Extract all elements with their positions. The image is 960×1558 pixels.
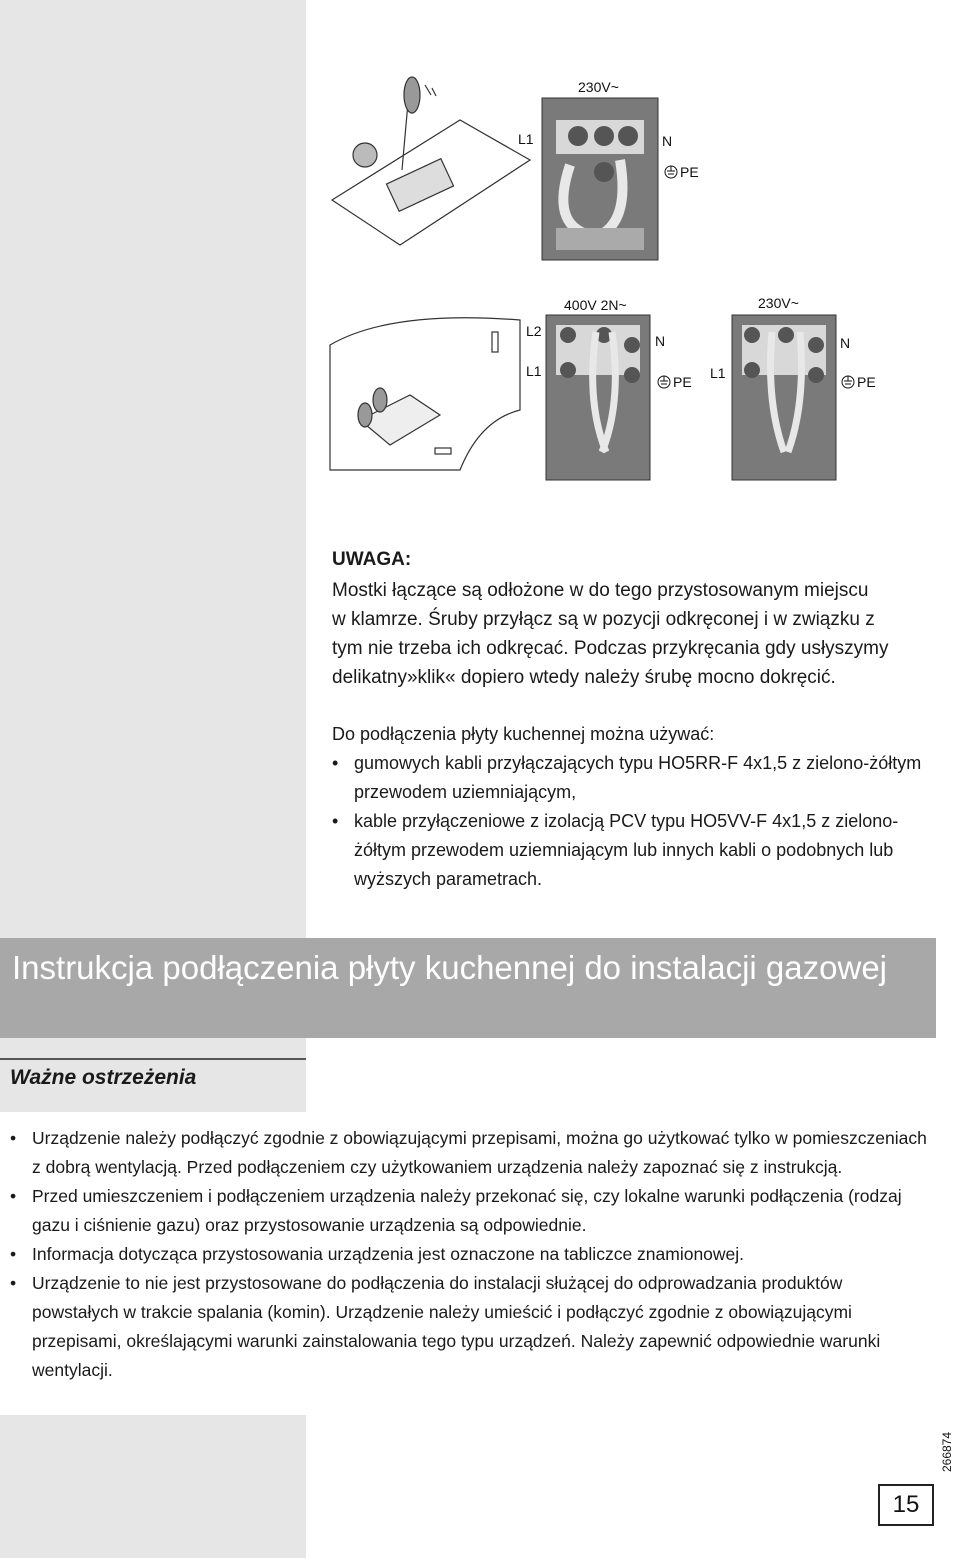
footer-left-gray bbox=[0, 1415, 306, 1558]
list-item: • Urządzenie to nie jest przystosowane do podłączenia do instalacji służącej do odprowadzania produktów powstałych w trakcie spalania (komin). Urządzenie należy umieścić i podłączyć zgodnie z obowiązującymi przepisami, określającymi warunki zainstalowania tego typu urządzeń. Należy zapewnić odpowiednie warunki wentylacji. bbox=[10, 1269, 930, 1385]
list-item: • Informacja dotycząca przystosowania urządzenia jest oznaczone na tabliczce znamionowej. bbox=[10, 1240, 930, 1269]
label-230v-voltage: 230V~ bbox=[758, 295, 799, 311]
note-line: tym nie trzeba ich odkręcać. Podczas przykręcania gdy usłyszymy bbox=[332, 638, 889, 659]
warnings-list bbox=[10, 1124, 930, 1385]
list-item: • Przed umieszczeniem i podłączeniem urządzenia należy przekonać się, czy lokalne warunki podłączenia (rodzaj gazu i ciśnienie gazu) oraz przystosowanie urządzenia są odpowiednie. bbox=[10, 1182, 930, 1240]
cables-intro: Do podłączenia płyty kuchennej można używać: bbox=[332, 724, 715, 744]
divider bbox=[0, 1058, 306, 1060]
note-title: UWAGA: bbox=[332, 549, 412, 570]
note-line: w klamrze. Śruby przyłącz są w pozycji odkręconej i w związku z bbox=[332, 609, 875, 630]
label-400v-l2: L2 bbox=[526, 323, 542, 339]
label-230v-n: N bbox=[840, 335, 851, 351]
cables-list bbox=[332, 749, 932, 894]
terminal-block-230v-top bbox=[542, 98, 658, 260]
ground-icon-top bbox=[665, 166, 677, 178]
ground-icon-230v bbox=[842, 376, 854, 388]
label-top-n: N bbox=[662, 133, 673, 149]
terminal-block-400v bbox=[546, 315, 650, 480]
terminal-block-230v-bottom bbox=[732, 315, 836, 480]
section-banner bbox=[0, 938, 936, 1038]
page-number: 15 bbox=[878, 1484, 934, 1526]
wiring-diagrams bbox=[320, 70, 940, 490]
cables-block bbox=[332, 720, 932, 894]
label-top-voltage: 230V~ bbox=[578, 79, 619, 95]
label-230v-l1: L1 bbox=[710, 365, 726, 381]
section-title: Instrukcja podłączenia płyty kuchennej do instalacji gazowej bbox=[12, 949, 887, 986]
label-400v-l1: L1 bbox=[526, 363, 542, 379]
label-400v-voltage: 400V 2N~ bbox=[564, 297, 627, 313]
warnings-title: Ważne ostrzeżenia bbox=[10, 1066, 197, 1089]
label-400v-n: N bbox=[655, 333, 666, 349]
label-top-l1: L1 bbox=[518, 131, 534, 147]
cooktop-sketch bbox=[330, 318, 520, 470]
note-line: Mostki łączące są odłożone w do tego przystosowanym miejscu bbox=[332, 580, 869, 601]
screwdriver-sketch-top bbox=[332, 77, 530, 245]
label-230v-pe: PE bbox=[857, 374, 876, 390]
list-item: • Urządzenie należy podłączyć zgodnie z obowiązującymi przepisami, można go użytkować tylko w pomieszczeniach z dobrą wentylacją. Przed podłączeniem czy użytkowaniem urządzenia należy zapoznać się z instrukcją. bbox=[10, 1124, 930, 1182]
note-block bbox=[332, 545, 932, 692]
note-line: delikatny»klik« dopiero wtedy należy śrubę mocno dokręcić. bbox=[332, 667, 836, 688]
document-code-text: 266874 bbox=[940, 1431, 954, 1473]
document-code bbox=[938, 1422, 956, 1482]
ground-icon-400v bbox=[658, 376, 670, 388]
label-top-pe: PE bbox=[680, 164, 699, 180]
list-item: • kable przyłączeniowe z izolacją PCV typu HO5VV-F 4x1,5 z zielono-żółtym przewodem uziemniającym lub innych kabli o podobnych lub wyższych parametrach. bbox=[332, 807, 932, 894]
label-400v-pe: PE bbox=[673, 374, 692, 390]
list-item: • gumowych kabli przyłączających typu HO5RR-F 4x1,5 z zielono-żółtym przewodem uziemniającym, bbox=[332, 749, 932, 807]
warnings-block bbox=[10, 1124, 930, 1385]
